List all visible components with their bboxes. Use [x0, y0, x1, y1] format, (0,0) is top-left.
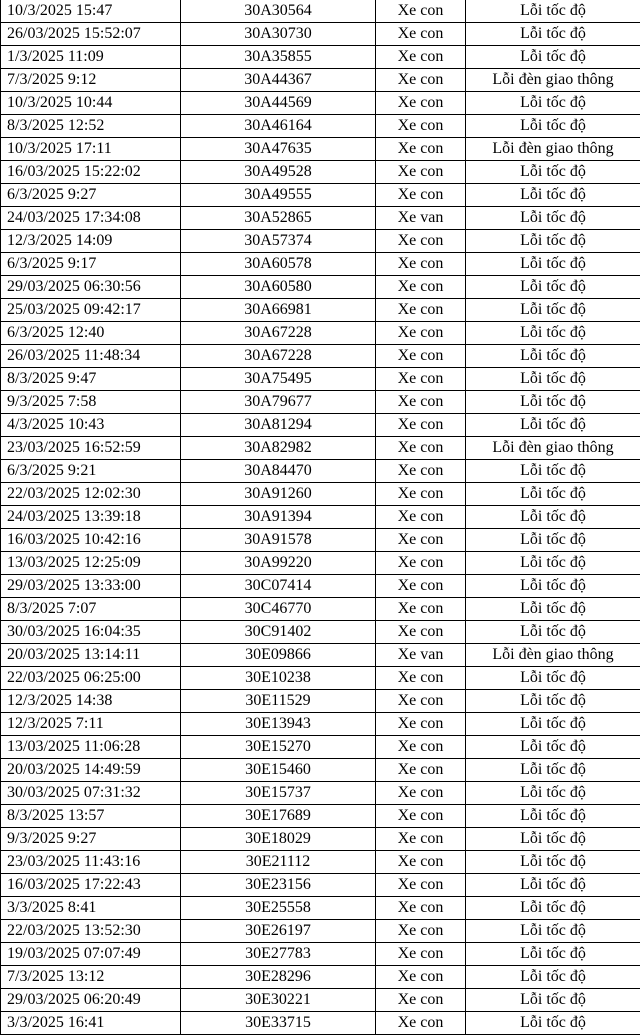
- violation-time-cell: 3/3/2025 8:41: [1, 897, 181, 920]
- violation-time-cell: 4/3/2025 10:43: [1, 414, 181, 437]
- license-plate-cell: 30A91394: [181, 506, 376, 529]
- vehicle-type-cell: Xe con: [376, 759, 466, 782]
- violation-time-cell: 8/3/2025 9:47: [1, 368, 181, 391]
- table-row: [1, 322, 640, 345]
- table-row: [1, 299, 640, 322]
- table-row: [1, 207, 640, 230]
- vehicle-type-cell: Xe con: [376, 69, 466, 92]
- violation-type-cell: Lỗi tốc độ: [466, 851, 640, 874]
- violation-time-cell: 8/3/2025 12:52: [1, 115, 181, 138]
- violation-type-cell: Lỗi tốc độ: [466, 1012, 640, 1035]
- vehicle-type-cell: Xe con: [376, 897, 466, 920]
- violation-time-cell: 30/03/2025 07:31:32: [1, 782, 181, 805]
- table-row: [1, 368, 640, 391]
- vehicle-type-cell: Xe con: [376, 874, 466, 897]
- violation-type-cell: Lỗi tốc độ: [466, 46, 640, 69]
- violation-time-cell: 9/3/2025 9:27: [1, 828, 181, 851]
- vehicle-type-cell: Xe van: [376, 207, 466, 230]
- table-row: [1, 414, 640, 437]
- table-row: [1, 460, 640, 483]
- violation-time-cell: 16/03/2025 15:22:02: [1, 161, 181, 184]
- violation-time-cell: 25/03/2025 09:42:17: [1, 299, 181, 322]
- license-plate-cell: 30A35855: [181, 46, 376, 69]
- vehicle-type-cell: Xe con: [376, 414, 466, 437]
- vehicle-type-cell: Xe con: [376, 322, 466, 345]
- violation-time-cell: 22/03/2025 13:52:30: [1, 920, 181, 943]
- license-plate-cell: 30E15460: [181, 759, 376, 782]
- violation-type-cell: Lỗi tốc độ: [466, 828, 640, 851]
- violation-time-cell: 29/03/2025 06:20:49: [1, 989, 181, 1012]
- violation-type-cell: Lỗi tốc độ: [466, 943, 640, 966]
- vehicle-type-cell: Xe con: [376, 506, 466, 529]
- license-plate-cell: 30E25558: [181, 897, 376, 920]
- vehicle-type-cell: Xe con: [376, 667, 466, 690]
- violation-time-cell: 20/03/2025 13:14:11: [1, 644, 181, 667]
- violation-time-cell: 13/03/2025 12:25:09: [1, 552, 181, 575]
- violation-type-cell: Lỗi tốc độ: [466, 368, 640, 391]
- table-row: [1, 943, 640, 966]
- license-plate-cell: 30A30730: [181, 23, 376, 46]
- vehicle-type-cell: Xe con: [376, 345, 466, 368]
- violation-type-cell: Lỗi tốc độ: [466, 345, 640, 368]
- violation-time-cell: 13/03/2025 11:06:28: [1, 736, 181, 759]
- vehicle-type-cell: Xe con: [376, 23, 466, 46]
- vehicle-type-cell: Xe con: [376, 483, 466, 506]
- license-plate-cell: 30A30564: [181, 0, 376, 23]
- table-row: [1, 621, 640, 644]
- table-row: [1, 0, 640, 23]
- violation-type-cell: Lỗi tốc độ: [466, 115, 640, 138]
- violation-type-cell: Lỗi tốc độ: [466, 759, 640, 782]
- license-plate-cell: 30E11529: [181, 690, 376, 713]
- vehicle-type-cell: Xe con: [376, 690, 466, 713]
- table-row: [1, 851, 640, 874]
- violation-time-cell: 9/3/2025 7:58: [1, 391, 181, 414]
- license-plate-cell: 30A49555: [181, 184, 376, 207]
- table-row: [1, 69, 640, 92]
- violation-type-cell: Lỗi tốc độ: [466, 460, 640, 483]
- vehicle-type-cell: Xe con: [376, 0, 466, 23]
- violation-time-cell: 26/03/2025 11:48:34: [1, 345, 181, 368]
- vehicle-type-cell: Xe con: [376, 805, 466, 828]
- violation-time-cell: 23/03/2025 16:52:59: [1, 437, 181, 460]
- vehicle-type-cell: Xe con: [376, 184, 466, 207]
- license-plate-cell: 30E27783: [181, 943, 376, 966]
- table-row: [1, 713, 640, 736]
- table-row: [1, 529, 640, 552]
- violation-time-cell: 30/03/2025 16:04:35: [1, 621, 181, 644]
- violation-type-cell: Lỗi tốc độ: [466, 575, 640, 598]
- table-row: [1, 920, 640, 943]
- violation-type-cell: Lỗi tốc độ: [466, 299, 640, 322]
- vehicle-type-cell: Xe con: [376, 460, 466, 483]
- violation-time-cell: 22/03/2025 12:02:30: [1, 483, 181, 506]
- violation-type-cell: Lỗi tốc độ: [466, 207, 640, 230]
- violation-time-cell: 19/03/2025 07:07:49: [1, 943, 181, 966]
- violation-time-cell: 22/03/2025 06:25:00: [1, 667, 181, 690]
- license-plate-cell: 30A75495: [181, 368, 376, 391]
- violation-type-cell: Lỗi tốc độ: [466, 598, 640, 621]
- license-plate-cell: 30E10238: [181, 667, 376, 690]
- violation-time-cell: 20/03/2025 14:49:59: [1, 759, 181, 782]
- table-row: [1, 23, 640, 46]
- table-row: [1, 115, 640, 138]
- table-row: [1, 276, 640, 299]
- table-row: [1, 598, 640, 621]
- table-row: [1, 483, 640, 506]
- violation-type-cell: Lỗi tốc độ: [466, 805, 640, 828]
- violation-time-cell: 12/3/2025 14:09: [1, 230, 181, 253]
- vehicle-type-cell: Xe con: [376, 552, 466, 575]
- violation-type-cell: Lỗi tốc độ: [466, 552, 640, 575]
- license-plate-cell: 30A99220: [181, 552, 376, 575]
- table-row: [1, 253, 640, 276]
- violation-type-cell: Lỗi tốc độ: [466, 782, 640, 805]
- license-plate-cell: 30E17689: [181, 805, 376, 828]
- violation-time-cell: 24/03/2025 13:39:18: [1, 506, 181, 529]
- violation-type-cell: Lỗi tốc độ: [466, 989, 640, 1012]
- vehicle-type-cell: Xe con: [376, 943, 466, 966]
- violation-type-cell: Lỗi tốc độ: [466, 253, 640, 276]
- vehicle-type-cell: Xe con: [376, 598, 466, 621]
- license-plate-cell: 30C46770: [181, 598, 376, 621]
- vehicle-type-cell: Xe con: [376, 92, 466, 115]
- table-row: [1, 667, 640, 690]
- violation-type-cell: Lỗi tốc độ: [466, 230, 640, 253]
- license-plate-cell: 30A79677: [181, 391, 376, 414]
- violation-type-cell: Lỗi tốc độ: [466, 713, 640, 736]
- vehicle-type-cell: Xe con: [376, 276, 466, 299]
- violation-time-cell: 7/3/2025 13:12: [1, 966, 181, 989]
- table-row: [1, 874, 640, 897]
- vehicle-type-cell: Xe con: [376, 230, 466, 253]
- table-row: [1, 736, 640, 759]
- license-plate-cell: 30E13943: [181, 713, 376, 736]
- violation-time-cell: 6/3/2025 9:17: [1, 253, 181, 276]
- violation-time-cell: 8/3/2025 7:07: [1, 598, 181, 621]
- violation-type-cell: Lỗi tốc độ: [466, 23, 640, 46]
- table-row: [1, 966, 640, 989]
- violation-type-cell: Lỗi tốc độ: [466, 690, 640, 713]
- vehicle-type-cell: Xe con: [376, 253, 466, 276]
- table-row: [1, 506, 640, 529]
- table-row: [1, 46, 640, 69]
- license-plate-cell: 30A84470: [181, 460, 376, 483]
- vehicle-type-cell: Xe con: [376, 161, 466, 184]
- table-row: [1, 230, 640, 253]
- table-row: [1, 552, 640, 575]
- table-body: [1, 0, 640, 1035]
- license-plate-cell: 30E30221: [181, 989, 376, 1012]
- table-row: [1, 1012, 640, 1035]
- violation-time-cell: 10/3/2025 15:47: [1, 0, 181, 23]
- table-row: [1, 345, 640, 368]
- violation-type-cell: Lỗi tốc độ: [466, 667, 640, 690]
- table-row: [1, 92, 640, 115]
- violation-time-cell: 23/03/2025 11:43:16: [1, 851, 181, 874]
- violation-type-cell: Lỗi tốc độ: [466, 897, 640, 920]
- vehicle-type-cell: Xe con: [376, 966, 466, 989]
- violation-type-cell: Lỗi tốc độ: [466, 161, 640, 184]
- license-plate-cell: 30A47635: [181, 138, 376, 161]
- violation-type-cell: Lỗi tốc độ: [466, 0, 640, 23]
- violation-type-cell: Lỗi tốc độ: [466, 506, 640, 529]
- vehicle-type-cell: Xe con: [376, 575, 466, 598]
- license-plate-cell: 30E18029: [181, 828, 376, 851]
- violation-time-cell: 12/3/2025 14:38: [1, 690, 181, 713]
- violation-time-cell: 8/3/2025 13:57: [1, 805, 181, 828]
- violation-type-cell: Lỗi tốc độ: [466, 391, 640, 414]
- table-row: [1, 161, 640, 184]
- license-plate-cell: 30A66981: [181, 299, 376, 322]
- vehicle-type-cell: Xe con: [376, 299, 466, 322]
- table-row: [1, 184, 640, 207]
- violation-type-cell: Lỗi tốc độ: [466, 322, 640, 345]
- vehicle-type-cell: Xe con: [376, 989, 466, 1012]
- table-row: [1, 759, 640, 782]
- vehicle-type-cell: Xe con: [376, 920, 466, 943]
- license-plate-cell: 30A67228: [181, 322, 376, 345]
- table-row: [1, 989, 640, 1012]
- table-row: [1, 690, 640, 713]
- violation-time-cell: 12/3/2025 7:11: [1, 713, 181, 736]
- license-plate-cell: 30C07414: [181, 575, 376, 598]
- vehicle-type-cell: Xe con: [376, 46, 466, 69]
- table-row: [1, 437, 640, 460]
- license-plate-cell: 30E23156: [181, 874, 376, 897]
- violation-time-cell: 6/3/2025 9:27: [1, 184, 181, 207]
- table-row: [1, 138, 640, 161]
- violation-time-cell: 1/3/2025 11:09: [1, 46, 181, 69]
- license-plate-cell: 30A60580: [181, 276, 376, 299]
- vehicle-type-cell: Xe con: [376, 851, 466, 874]
- violation-time-cell: 16/03/2025 17:22:43: [1, 874, 181, 897]
- license-plate-cell: 30E33715: [181, 1012, 376, 1035]
- violation-type-cell: Lỗi đèn giao thông: [466, 437, 640, 460]
- license-plate-cell: 30E15737: [181, 782, 376, 805]
- violation-time-cell: 10/3/2025 17:11: [1, 138, 181, 161]
- vehicle-type-cell: Xe con: [376, 1012, 466, 1035]
- violation-time-cell: 29/03/2025 06:30:56: [1, 276, 181, 299]
- violation-time-cell: 26/03/2025 15:52:07: [1, 23, 181, 46]
- violation-type-cell: Lỗi đèn giao thông: [466, 644, 640, 667]
- license-plate-cell: 30E15270: [181, 736, 376, 759]
- table-row: [1, 644, 640, 667]
- violation-time-cell: 24/03/2025 17:34:08: [1, 207, 181, 230]
- license-plate-cell: 30C91402: [181, 621, 376, 644]
- vehicle-type-cell: Xe con: [376, 782, 466, 805]
- vehicle-type-cell: Xe con: [376, 529, 466, 552]
- violation-type-cell: Lỗi tốc độ: [466, 920, 640, 943]
- violation-time-cell: 29/03/2025 13:33:00: [1, 575, 181, 598]
- license-plate-cell: 30A46164: [181, 115, 376, 138]
- violation-type-cell: Lỗi tốc độ: [466, 184, 640, 207]
- table-row: [1, 805, 640, 828]
- violation-time-cell: 10/3/2025 10:44: [1, 92, 181, 115]
- violation-type-cell: Lỗi tốc độ: [466, 874, 640, 897]
- license-plate-cell: 30A52865: [181, 207, 376, 230]
- vehicle-type-cell: Xe con: [376, 736, 466, 759]
- license-plate-cell: 30A60578: [181, 253, 376, 276]
- license-plate-cell: 30A82982: [181, 437, 376, 460]
- vehicle-type-cell: Xe con: [376, 391, 466, 414]
- license-plate-cell: 30A91578: [181, 529, 376, 552]
- license-plate-cell: 30A44569: [181, 92, 376, 115]
- license-plate-cell: 30E21112: [181, 851, 376, 874]
- violation-type-cell: Lỗi tốc độ: [466, 621, 640, 644]
- violation-time-cell: 6/3/2025 9:21: [1, 460, 181, 483]
- license-plate-cell: 30A91260: [181, 483, 376, 506]
- table-row: [1, 391, 640, 414]
- vehicle-type-cell: Xe con: [376, 713, 466, 736]
- license-plate-cell: 30A57374: [181, 230, 376, 253]
- violation-time-cell: 6/3/2025 12:40: [1, 322, 181, 345]
- license-plate-cell: 30E26197: [181, 920, 376, 943]
- vehicle-type-cell: Xe con: [376, 828, 466, 851]
- violation-type-cell: Lỗi đèn giao thông: [466, 138, 640, 161]
- license-plate-cell: 30A81294: [181, 414, 376, 437]
- violation-type-cell: Lỗi tốc độ: [466, 92, 640, 115]
- vehicle-type-cell: Xe con: [376, 368, 466, 391]
- vehicle-type-cell: Xe con: [376, 621, 466, 644]
- license-plate-cell: 30E28296: [181, 966, 376, 989]
- vehicle-type-cell: Xe van: [376, 644, 466, 667]
- table-row: [1, 828, 640, 851]
- violation-time-cell: 16/03/2025 10:42:16: [1, 529, 181, 552]
- license-plate-cell: 30A44367: [181, 69, 376, 92]
- violation-type-cell: Lỗi tốc độ: [466, 483, 640, 506]
- vehicle-type-cell: Xe con: [376, 138, 466, 161]
- violation-type-cell: Lỗi tốc độ: [466, 966, 640, 989]
- table-row: [1, 897, 640, 920]
- violation-type-cell: Lỗi tốc độ: [466, 736, 640, 759]
- license-plate-cell: 30A67228: [181, 345, 376, 368]
- violation-time-cell: 3/3/2025 16:41: [1, 1012, 181, 1035]
- license-plate-cell: 30A49528: [181, 161, 376, 184]
- vehicle-type-cell: Xe con: [376, 437, 466, 460]
- violation-time-cell: 7/3/2025 9:12: [1, 69, 181, 92]
- violation-type-cell: Lỗi tốc độ: [466, 414, 640, 437]
- table-row: [1, 782, 640, 805]
- table-row: [1, 575, 640, 598]
- vehicle-type-cell: Xe con: [376, 115, 466, 138]
- license-plate-cell: 30E09866: [181, 644, 376, 667]
- violation-type-cell: Lỗi tốc độ: [466, 529, 640, 552]
- violation-type-cell: Lỗi đèn giao thông: [466, 69, 640, 92]
- violation-type-cell: Lỗi tốc độ: [466, 276, 640, 299]
